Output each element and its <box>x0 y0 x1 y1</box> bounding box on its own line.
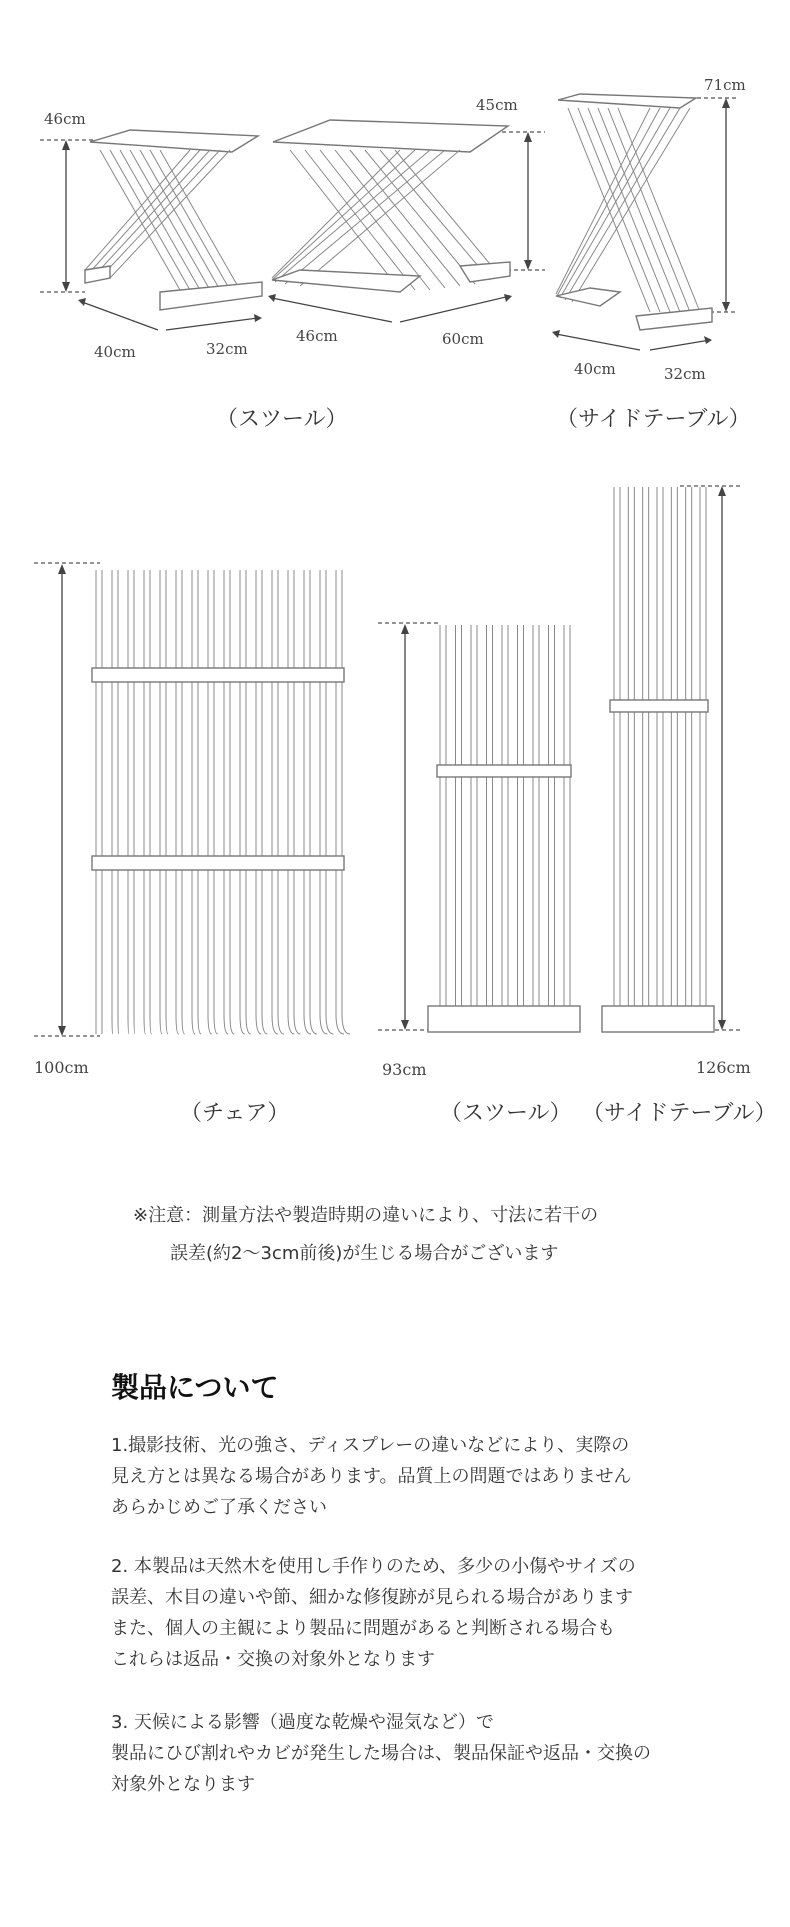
notice-line-1: ※注意：測量方法や製造時期の違いにより、寸法に若干の <box>133 1205 599 1226</box>
chair-folded-height: 100cm <box>34 1058 89 1077</box>
paragraph-2-line: また、個人の主観により製品に問題があると判断される場合も <box>111 1618 615 1639</box>
paragraph-3-line: 製品にひび割れやカビが発生した場合は、製品保証や返品・交換の <box>111 1743 651 1764</box>
side-width-label: 40cm <box>574 360 616 378</box>
paragraph-2-line: これらは返品・交換の対象外となります <box>111 1649 435 1670</box>
paragraph-3-line: 3. 天候による影響（過度な乾燥や湿気など）で <box>111 1712 494 1733</box>
caption-stool-folded: （スツール） <box>440 1101 572 1126</box>
paragraph-1-line: 1.撮影技術、光の強さ、ディスプレーの違いなどにより、実際の <box>111 1435 630 1456</box>
paragraph-1 <box>111 1430 632 1523</box>
wood-slat <box>144 570 146 1034</box>
bench-height-label: 45cm <box>476 96 518 114</box>
side-folded-height: 126cm <box>696 1058 751 1077</box>
wood-slat <box>118 570 119 1034</box>
wood-slat <box>288 570 294 1034</box>
stool-depth-label: 32cm <box>206 340 248 358</box>
wood-slat <box>278 570 284 1034</box>
notice-line-2: 誤差(約2～3cm前後)が生じる場合がございます <box>170 1243 559 1264</box>
wood-slat <box>112 570 113 1034</box>
wood-slat <box>326 570 333 1034</box>
stool-height-label: 46cm <box>44 110 86 128</box>
paragraph-2-line: 2. 本製品は天然木を使用し手作りのため、多少の小傷やサイズの <box>111 1556 636 1577</box>
caption-chair: （チェア） <box>180 1101 290 1126</box>
wood-slat <box>310 570 317 1034</box>
wood-slat <box>134 570 135 1034</box>
wood-slat <box>128 570 129 1034</box>
stool-width-label: 40cm <box>94 343 136 361</box>
paragraph-2-line: 誤差、木目の違いや節、細かな修復跡が見られる場合があります <box>111 1587 633 1608</box>
caption-stool: （スツール） <box>216 407 348 432</box>
caption-side-table-folded: （サイドテーブル） <box>582 1101 777 1126</box>
wood-slat <box>198 570 201 1034</box>
bench-depth-label: 60cm <box>442 330 484 348</box>
paragraph-1-line: あらかじめご了承ください <box>111 1497 327 1518</box>
wood-slat <box>166 570 168 1034</box>
wood-slat <box>240 570 245 1034</box>
paragraph-3 <box>111 1707 651 1800</box>
stool-folded-height: 93cm <box>382 1060 427 1079</box>
paragraph-3-line: 対象外となります <box>111 1774 255 1795</box>
wood-slat <box>176 570 179 1034</box>
wood-slat <box>256 570 261 1034</box>
wood-slat <box>294 570 300 1034</box>
wood-slat <box>224 570 228 1034</box>
wood-slat <box>150 570 152 1034</box>
wood-slat <box>182 570 185 1034</box>
wood-slat <box>336 570 344 1034</box>
side-height-label: 71cm <box>704 76 746 94</box>
wood-slat <box>160 570 162 1034</box>
wood-slat <box>214 570 218 1034</box>
side-depth-label: 32cm <box>664 365 706 383</box>
caption-side-table: （サイドテーブル） <box>556 407 751 432</box>
paragraph-1-line: 見え方とは異なる場合があります。品質上の問題ではありません <box>111 1466 632 1487</box>
paragraph-2 <box>111 1551 636 1675</box>
wood-slat <box>262 570 267 1034</box>
product-title: 製品について <box>111 1371 279 1404</box>
wood-slat <box>272 570 278 1034</box>
wood-slat <box>192 570 195 1034</box>
wood-slat <box>208 570 212 1034</box>
bench-width-label: 46cm <box>296 327 338 345</box>
wood-slat <box>246 570 251 1034</box>
wood-slat <box>230 570 234 1034</box>
wood-slat <box>342 570 350 1034</box>
